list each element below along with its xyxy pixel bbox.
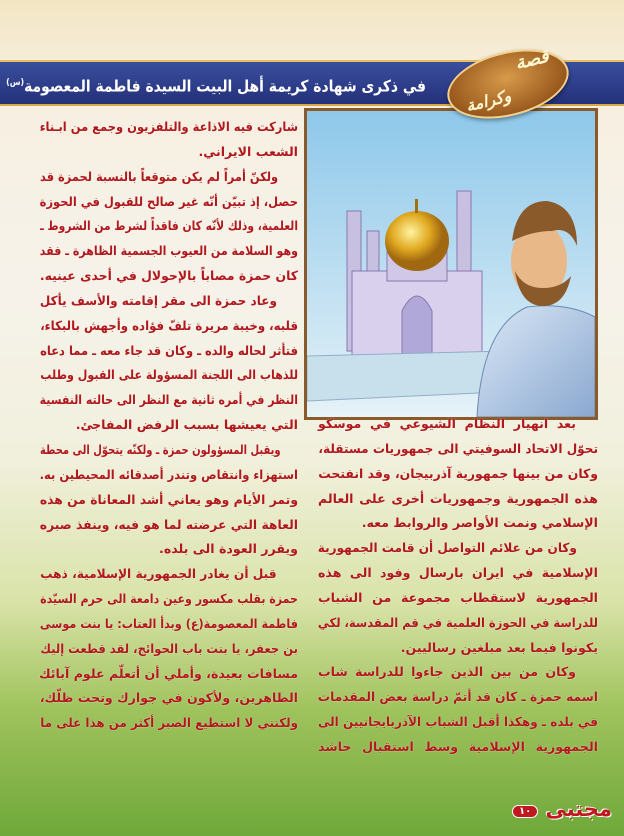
text-line: قلبه، وخيبة مريرة تلفّ فؤاده وأجهش بالبكاء، [40, 317, 299, 333]
text-line: استهزاء وانتقاص وتندر أصدقائه المحيطين به. [39, 466, 299, 482]
text-line: التي يعيشها بسبب الرفض المفاجئ. [75, 417, 298, 433]
text-line: حصل، إذ تبيّن أنّه غير صالح للقبول في الحوزة [39, 193, 298, 209]
text-line: الجمهورية لاستقطاب مجموعة من الشباب [318, 589, 598, 605]
text-line: فاطمة المعصومة(ع) وبدأ العتاب: يا بنت موسى [39, 615, 299, 631]
text-line: شاركت فيه الاذاعة والتلفزيون وجمع من ابـناء [39, 119, 298, 134]
text-line: ويقرر العودة الى بلده. [159, 541, 298, 557]
text-line: الإسلامي ونمت الأواصر والروابط معه. [361, 515, 598, 531]
text-line: كان حمزة مصاباً بالإحولال في أحدى عينيه. [39, 268, 299, 284]
text-line: النظر في أمره ثانية مع النظر الى حالته النفسية [39, 392, 298, 408]
article-title [6, 68, 427, 101]
text-line: حمزة بقلب مكسور وعين دامعة الى حرم السيّدة [40, 591, 298, 607]
text-line: العلمية، وذلك لأنّه كان فاقداً لشرط من الشروط ـ [40, 218, 298, 234]
text-line: ويقبل المسؤولون حمزة ـ ولكنّه يتحوّل الى محطة [39, 441, 281, 457]
text-line: تحوّل الاتحاد السوفيتي الى جمهوريات مستقلة، [318, 440, 598, 456]
text-line: وكان من علائم التواصل أن قامت الجمهورية [317, 540, 577, 556]
text-line: وهو السلامة من العيوب الجسمية الظاهرة ـ فقد [39, 243, 298, 259]
text-line: وكان من بين الذين جاءوا للدراسة شاب [318, 664, 576, 680]
text-line: الجمهورية الإسلامية وسط استقبال حاشد [318, 738, 598, 754]
text-line: وتمر الأيام وهو يعاني أشد المعاناة من هذه [39, 491, 299, 507]
title-honorific: (س) [6, 78, 25, 88]
badge-word-2: وكرامة [463, 85, 513, 116]
text-line: قبل أن يغادر الجمهورية الإسلامية، ذهب [40, 566, 277, 582]
golden-dome [385, 211, 449, 271]
text-line: ولكنني لا استطيع الصبر أكثر من هذا على ما [40, 715, 298, 731]
text-line: الإسلامية في ايران بارسال وفود الى هذه [318, 565, 598, 581]
text-line: الطاهرين، ولأكون في جوارك وتحت ظلّك، [39, 690, 298, 706]
text-line: ولكنّ أمراً لم يكن متوقعاً بالنسبة لحمزة قد [40, 168, 279, 184]
text-line: وكان من بينها جمهورية آذربيجان، وقد انفتحت [318, 465, 598, 481]
text-line: للدراسة في الحوزة العلمية في قم المقدسة، لكي [317, 614, 598, 630]
text-line: اسمه حمزة ـ كان قد أتمّ دراسة بعض المقدمات [317, 689, 598, 705]
text-line: يكونوا فيما بعد مبلغين رساليين. [400, 639, 598, 655]
text-line: هذه الجمهورية وجمهوريات أخرى على العالم [318, 490, 598, 506]
badge-word-1: قصة [512, 45, 551, 75]
page-number: ١٠ [512, 805, 538, 818]
text-line: مسافات بعيدة، وأملي أن أتعلّم علوم آبائك [39, 665, 298, 681]
right-text-column [318, 412, 598, 760]
shrine-illustration [304, 108, 598, 420]
text-line: وعاد حمزة الى مقر إقامته والأسف يأكل [39, 292, 277, 308]
text-line: للذهاب الى اللجنة المسؤولة على القبول وطلب [40, 367, 298, 383]
text-line: فتأثر لحاله والده ـ وكان قد جاء معه ـ مما دعاه [40, 342, 299, 358]
article-title-text: في ذكرى شهادة كريمة أهل البيت السيدة فاطمة المعصومة [24, 76, 427, 96]
magazine-name: مجتبى [545, 797, 612, 821]
magazine-logo [512, 797, 612, 827]
text-line: بن جعفر، يا بنت باب الحوائج، لقد قطعت إليك [40, 640, 298, 656]
text-line: بعد انهيار النظام الشيوعي في موسكو [318, 416, 576, 431]
left-text-column [40, 115, 298, 736]
text-line: في بلده ـ وهكذا أقبل الشباب الآذربايجانيين الى [317, 714, 598, 730]
text-line: الشعب الايراني. [198, 143, 298, 159]
text-line: العاهة التي عرضته لما هو فيه، وينفذ صبره [39, 516, 298, 532]
